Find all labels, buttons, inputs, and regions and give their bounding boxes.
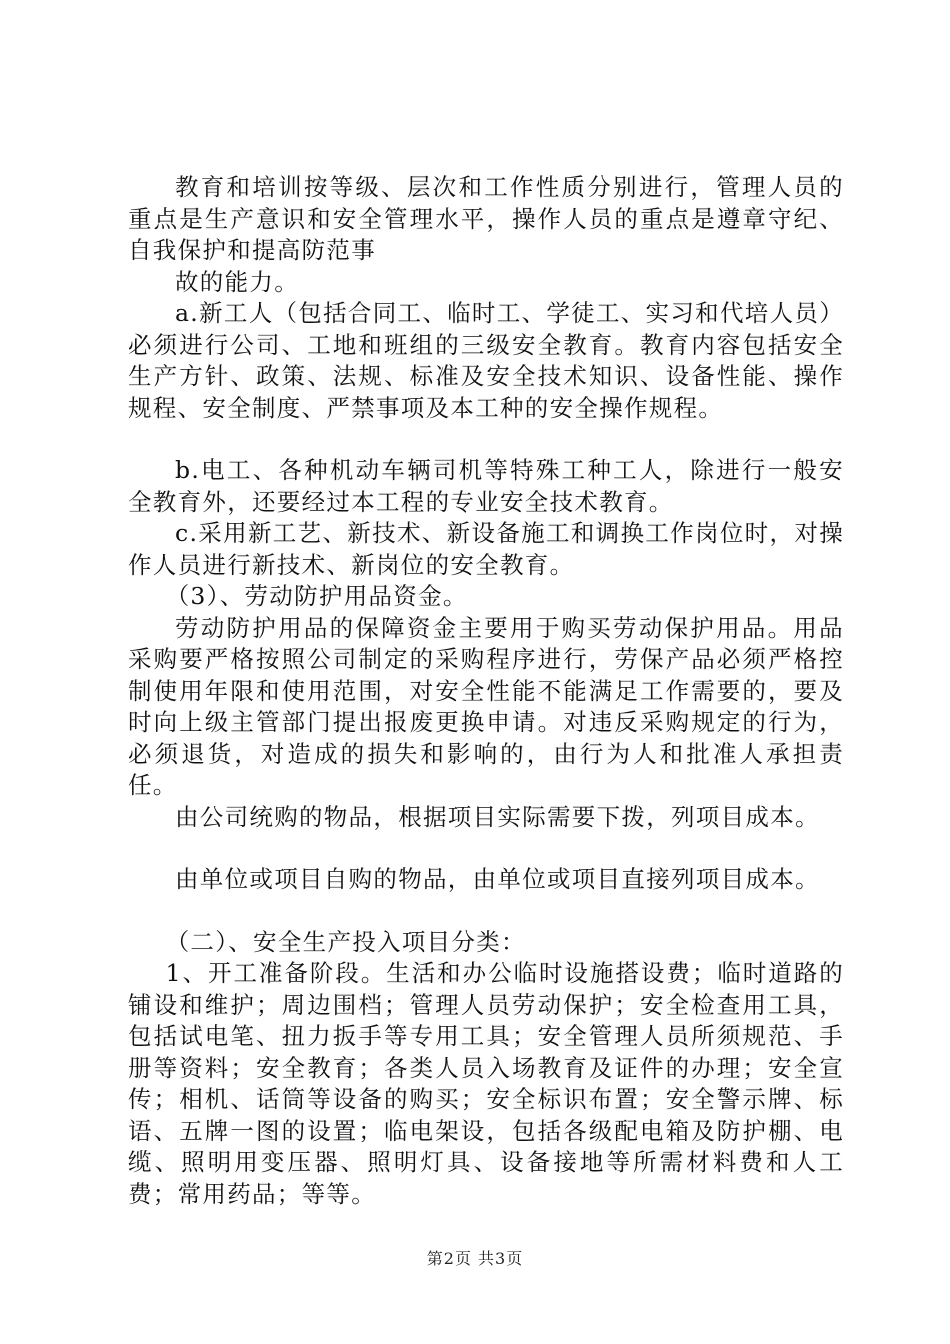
document-body <box>128 172 844 1210</box>
paragraph-protective-funds: 劳动防护用品的保障资金主要用于购买劳动保护用品。用品采购要严格按照公司制定的采购程序进行，劳保产品必须严格控制使用年限和使用范围，对安全性能不能满足工作需要的，要及时向上级主管部门提出报废更换申请。对违反采购规定的行为，必须退货，对造成的损失和影响的，由行为人和批准人承担责任。 <box>128 613 844 799</box>
paragraph-new-workers: a.新工人（包括合同工、临时工、学徒工、实习和代培人员）必须进行公司、工地和班组的三级安全教育。教育内容包括安全生产方针、政策、法规、标准及安全技术知识、设备性能、操作规程、安全制度、严禁事项及本工种的安全操作规程。 <box>128 299 844 422</box>
paragraph-training-levels: 教育和培训按等级、层次和工作性质分别进行，管理人员的重点是生产意识和安全管理水平，操作人员的重点是遵章守纪、自我保护和提高防范事 <box>128 173 844 264</box>
section-heading-protective-equipment: （3）、劳动防护用品资金。 <box>165 582 468 610</box>
paragraph-self-purchase: 由单位或项目自购的物品，由单位或项目直接列项目成本。 <box>175 865 820 893</box>
section-heading-investment-categories: （二）、安全生产投入项目分类： <box>165 927 526 956</box>
paragraph-new-technology: c.采用新工艺、新技术、新设备施工和调换工作岗位时，对操作人员进行新技术、新岗位的安全教育。 <box>128 519 844 579</box>
paragraph-preparation-stage: 1、开工准备阶段。生活和办公临时设施搭设费；临时道路的铺设和维护；周边围档；管理人员劳动保护；安全检查用工具，包括试电笔、扭力扳手等专用工具；安全管理人员所须规范、手册等资料；安全教育；各类人员入场教育及证件的办理；安全宣传；相机、话筒等设备的购买；安全标识布置；安全警示牌、标语、五牌一图的设置；临电架设，包括各级配电箱及防护棚、电缆、照明用变压器、照明灯具、设备接地等所需材料费和人工费；常用药品；等等。 <box>128 959 844 1208</box>
paragraph-company-purchase: 由公司统购的物品，根据项目实际需要下拨，列项目成本。 <box>175 802 820 831</box>
paragraph-continuation: 故的能力。 <box>175 267 299 296</box>
paragraph-special-workers: b.电工、各种机动车辆司机等特殊工种工人，除进行一般安全教育外，还要经过本工程的专业安全技术教育。 <box>128 456 844 516</box>
page-number-footer: 第2页 共3页 <box>426 1249 524 1268</box>
